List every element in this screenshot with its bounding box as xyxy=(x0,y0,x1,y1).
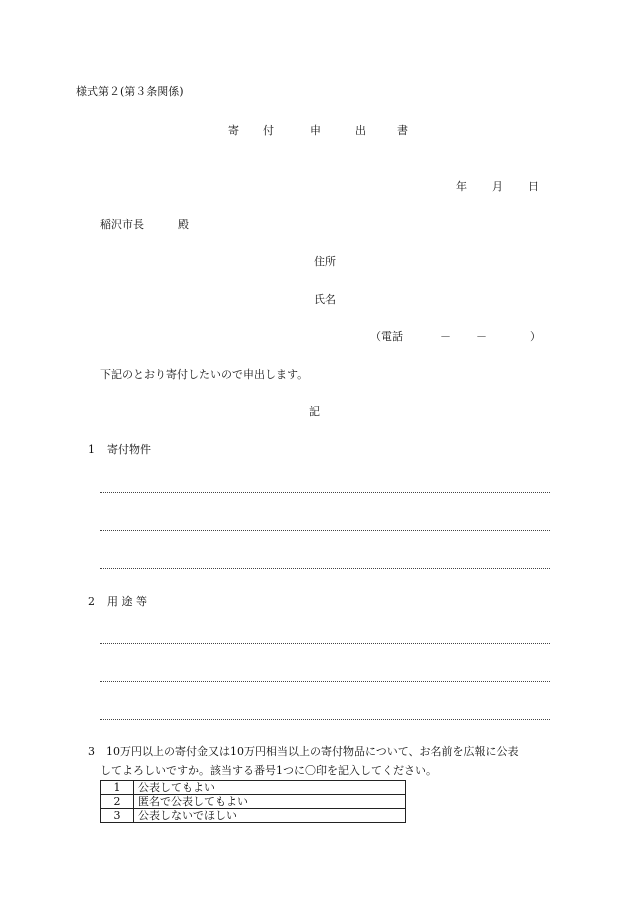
intro-text: 下記のとおり寄付したいので申出します。 xyxy=(100,368,309,381)
option-number: 3 xyxy=(101,809,134,823)
donation-item-line-1 xyxy=(100,492,550,493)
form-label: 様式第２(第３条関係) xyxy=(76,85,184,98)
phone-label: （電話 xyxy=(370,330,403,343)
title-char-1: 寄 xyxy=(228,124,239,137)
section-3-text-line-2: してよろしいですか。該当する番号1つに〇印を記入してください。 xyxy=(100,764,437,777)
section-2-number: 2 xyxy=(88,595,95,608)
section-3-text-line-1: 10万円以上の寄付金又は10万円相当以上の寄付物品について、お名前を広報に公表 xyxy=(106,745,519,758)
title-char-4: 出 xyxy=(355,124,366,137)
ki-heading: 記 xyxy=(309,405,320,418)
table-row[interactable] xyxy=(101,795,406,809)
title-char-2: 付 xyxy=(263,124,274,137)
phone-close-paren: ） xyxy=(530,330,541,343)
publication-options-table xyxy=(100,780,406,823)
option-text: 公表しないでほしい xyxy=(134,809,406,823)
title-char-5: 書 xyxy=(397,124,408,137)
phone-dash-1: － xyxy=(440,330,451,343)
donation-item-line-3 xyxy=(100,568,550,569)
option-number: 2 xyxy=(101,795,134,809)
option-text: 匿名で公表してもよい xyxy=(134,795,406,809)
date-year-label: 年 xyxy=(456,180,467,193)
donation-item-line-2 xyxy=(100,530,550,531)
phone-dash-2: － xyxy=(476,330,487,343)
purpose-line-3 xyxy=(100,719,550,720)
section-1-label: 寄付物件 xyxy=(107,443,151,456)
address-label: 住所 xyxy=(314,255,336,268)
date-month-label: 月 xyxy=(492,180,503,193)
option-text: 公表してもよい xyxy=(134,781,406,795)
section-3-number: 3 xyxy=(88,745,95,758)
date-day-label: 日 xyxy=(528,180,539,193)
option-number: 1 xyxy=(101,781,134,795)
purpose-line-2 xyxy=(100,681,550,682)
addressee-honorific: 殿 xyxy=(178,218,189,231)
section-1-number: 1 xyxy=(88,443,95,456)
section-2-label: 用 途 等 xyxy=(107,595,147,608)
addressee-name: 稲沢市長 xyxy=(100,218,144,231)
table-row[interactable] xyxy=(101,809,406,823)
name-label: 氏名 xyxy=(314,293,336,306)
title-char-3: 申 xyxy=(310,124,321,137)
purpose-line-1 xyxy=(100,643,550,644)
table-row[interactable] xyxy=(101,781,406,795)
